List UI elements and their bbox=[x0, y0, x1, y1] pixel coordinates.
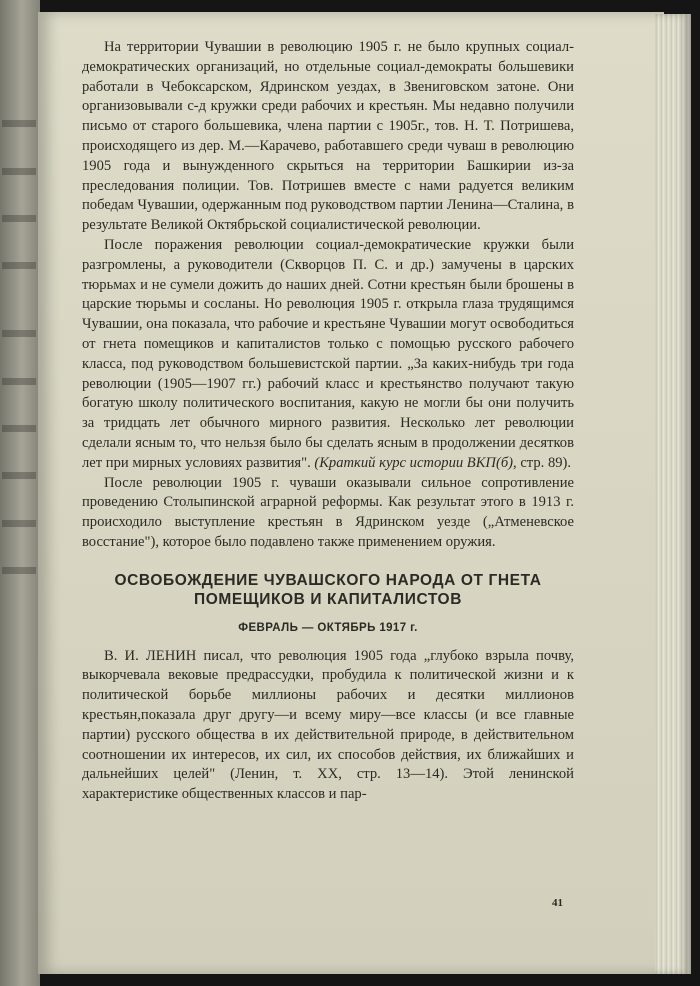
paragraph-1: На территории Чувашии в революцию 1905 г. не было крупных социал-демократических организаций, но отдельные социал-демократы большевики работали в Чебоксарском, Ядринском уездах, в Звениговском затоне. Они организовывали с-д кружки среди рабочих и крестьян. Мы недавно получили письмо от старого большевика, члена партии с 1905г., тов. Н. Т. Потришева, происходящего из дер. М.—Карачево, работавшего среди чуваш в революцию 1905 года и вынужденного скрыться на территории Башкирии из-за преследования полиции. Тов. Потришев вместе с нами радуется великим победам Чувашии, одержанным под руководством партии Ленина—Сталина, в результате Великой Октябрьской социалистической революции. bbox=[82, 39, 574, 234]
paragraph-2 bbox=[82, 236, 574, 474]
page-number: 41 bbox=[552, 897, 563, 909]
page-stack-edges bbox=[655, 14, 691, 974]
citation-page: , стр. 89). bbox=[513, 454, 572, 471]
section-title-line-2: ПОМЕЩИКОВ И КАПИТАЛИСТОВ bbox=[193, 590, 462, 608]
section-subheading: ФЕВРАЛЬ — ОКТЯБРЬ 1917 г. bbox=[238, 621, 418, 634]
citation-source: (Краткий курс истории ВКП(б) bbox=[314, 454, 514, 471]
adjacent-page-edge bbox=[0, 0, 40, 986]
paragraph-4: В. И. ЛЕНИН писал, что революция 1905 года „глубоко взрыла почву, выкорчевала вековые предрассудки, пробудила к политической жизни и к политической борьбе миллионы рабочих и десятки миллионов крестьян,показала друг другу—и всему миру—все классы (и все главные партии) русского общества в их действительной природе, в действительном соотношении их интересов, их сил, их способов действия, их ближайших и дальнейших целей" (Ленин, т. XX, стр. 13—14). Этой ленинской характеристике общественных классов и пар- bbox=[82, 647, 574, 803]
paragraph-2-text: После поражения революции социал-демократические кружки были разгромлены, а руководители (Скворцов П. С. и др.) замучены в царских тюрьмах и не сумели дожить до наших дней. Сотни крестьян были брошены в царские тюрьмы и сосланы. Но революция 1905 г. открыла глаза трудящимся Чувашии, она показала, что рабочие и крестьяне Чувашии могут освободиться от гнета помещиков и капиталистов только с помощью русского рабочего класса, под руководством большевистской партии. „За каких-нибудь три года революции (1905—1907 гг.) рабочий класс и крестьянство получают такую богатую школу политического воспитания, какую не могли бы они получить за тридцать лет обычного мирного развития. Несколько лет революции сделали ясным то, что нельзя было бы сделать ясным в продолжении десятков лет при мирных условиях развития". bbox=[82, 236, 574, 471]
paragraph-3: После революции 1905 г. чуваши оказывали сильное сопротивление проведению Столыпинской аграрной реформы. Как результат этого в 1913 г. происходило выступление крестьян в Ядринском уезде („Атменевское восстание"), которое было подавлено также применением оружия. bbox=[82, 474, 574, 550]
section-title-line-1: ОСВОБОЖДЕНИЕ ЧУВАШСКОГО НАРОДА ОТ ГНЕТА bbox=[114, 571, 542, 589]
page-text bbox=[82, 38, 574, 805]
section-title bbox=[82, 571, 574, 609]
